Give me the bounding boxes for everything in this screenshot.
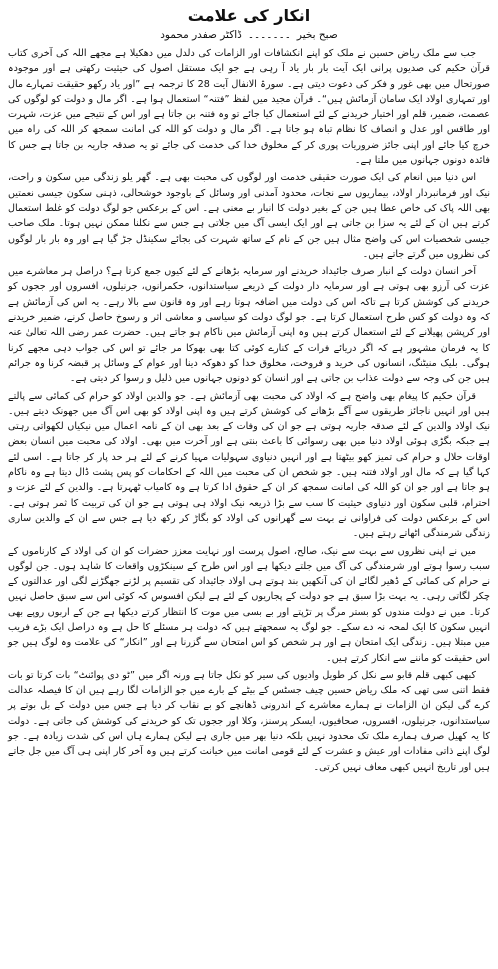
byline-separator: ۔۔۔۔۔۔۔ [247,29,291,41]
article-body [8,46,490,775]
paragraph: اس دنیا میں انعام کی ایک صورت حقیقی خدمت اور لوگوں کی محبت بھی ہے۔ گھر یلو زندگی میں سکون و راحت، نیک اور فرمانبردار اولاد، بیماریوں سے نجات، محدود آمدنی اور وسائل کے باوجود خوشحالی، ذہنی سکون جیسی نعمتیں بھی اللہ پاک کی خاص عطا ہیں جن کے بغیر دولت کا انبار بے معنی ہے۔ اس کے برعکس جو لوگ دولت کو غلط استعمال کرتے ہیں ان کے لئے یہ سزا بن جاتی ہے اور ایک ایسی آگ میں جلاتی ہے جس سے نکلنا ممکن نہیں ہوتا۔ ملک صاحب جیسی شخصیات اس کی واضح مثال ہیں جن کے نام کے ساتھ شہرت کی بجائے سکینڈل جڑ گیا ہے اور وہ بار بار لوگوں کی نظروں میں گرتے جاتے ہیں۔ [8,172,490,260]
byline [8,28,490,42]
paragraph: قرآن حکیم کا پیغام بھی واضح ہے کہ اولاد کی محبت بھی آزمائش ہے۔ جو والدین اولاد کو حرام کی کمائی سے پالتے ہیں اور انہیں ناجائز طریقوں سے آگے بڑھانے کی کوشش کرتے ہیں وہ اپنی اولاد کو بھی اس آگ میں جھونک دیتے ہیں۔ نیک اولاد والدین کے لئے صدقہ جاریہ ہوتی ہے جو ان کی وفات کے بعد بھی ان کے نامہ اعمال میں نیکیاں لکھواتی رہتی ہے جبکہ بگڑی ہوئی اولاد دنیا میں بھی رسوائی کا باعث بنتی ہے اور آخرت میں بھی۔ اولاد کی محبت میں انسان بعض اوقات حلال و حرام کی تمیز کھو بیٹھتا ہے اور انہیں دنیاوی سہولیات مہیا کرنے کے لئے ہر حد پار کر جاتا ہے۔ اسی لئے کہا گیا ہے کہ مال اور اولاد فتنہ ہیں۔ جو شخص ان کی محبت میں اللہ کے احکامات کو پس پشت ڈال دیتا ہے وہ ناکام ہو جاتا ہے اور جو ان کو اللہ کی امانت سمجھ کر ان کے حقوق ادا کرتا ہے وہ کامیاب ٹھہرتا ہے۔ والدین کے لئے عزت و احترام، قلبی سکون اور دنیاوی حیثیت کا سب سے بڑا ذریعہ نیک اولاد ہی ہوتی ہے جو ان کی تربیت کا ثمر ہوتی ہے۔ اس کے برعکس دولت کی فراوانی نے بہت سے گھرانوں کی اولاد کو بگاڑ کر رکھ دیا ہے جس سے ان کے والدین ساری زندگی شرمندگی اٹھاتے رہتے ہیں۔ [8,390,490,540]
article-title: انکار کی علامت [187,6,311,25]
paragraph: جب سے ملک ریاض حسین نے ملک کو اپنے انکشافات اور الزامات کی دلدل میں دھکیلا ہے مجھے اللہ کی آخری کتاب قرآن حکیم کی صدیوں پرانی ایک آیت بار بار یاد آ رہی ہے جو ایک مستقل اصول کی حیثیت رکھتی ہے اور موجودہ صورتحال میں بھی غور و فکر کی دعوت دیتی ہے۔ سورۃ الانفال آیت 28 کا ترجمہ ہے ”اور یاد رکھو حقیقت تمہارے مال اور تمہاری اولاد ایک سامان آزمائش ہیں“۔ قرآن مجید میں لفظ ”فتنہ“ استعمال ہوا ہے۔ اگر مال و دولت کو لوگوں کی عصمت، ضمیر، قلم اور اختیار خریدنے کے لئے استعمال کیا جائے تو وہ فتنہ بن جاتا ہے اور اس کے نتیجے میں عزت، شہرت اور طاقس اور عدل و انصاف کا نظام تباہ ہو جاتا ہے۔ اگر مال و دولت کو اللہ کی امانت سمجھ کر اللہ کی راہ میں خرچ کیا جائے اور اپنی جائز ضروریات پوری کر کے مخلوق خدا کی خدمت کی جائے تو یہ صدقہ جاریہ بن جاتا ہے جس کا فائدہ دونوں جہانوں میں ملتا ہے۔ [8,48,490,167]
paragraph: آخر انسان دولت کے انبار صرف جائیداد خریدنے اور سرمایہ بڑھانے کے لئے کیوں جمع کرتا ہے؟ دراصل ہر معاشرے میں عزت کی آرزو بھی ہوتی ہے اور سرمایہ دار دولت کے ذریعے سیاستدانوں، حکمرانوں، جرنیلوں، افسروں اور ججوں کو خریدنے کی کوشش کرتا ہے تاکہ اس کی دولت میں اضافہ ہوتا رہے اور وہ قانون سے بالا رہے۔ یہ اس کی آزمائش ہے کہ وہ دولت کو کس طرح استعمال کرتا ہے۔ جو لوگ دولت کو سیاسی و معاشی اثر و رسوخ حاصل کرنے، ضمیر خریدنے اور کرپشن پھیلانے کے لئے استعمال کرتے ہیں وہ اپنی آزمائش میں ناکام ہو جاتے ہیں۔ حضرت عمر رضی اللہ تعالیٰ عنہ کا یہ فرمان مشہور ہے کہ اگر دریائے فرات کے کنارے کوئی کتا بھی بھوکا مر جائے تو اس کی جواب دہی مجھے کرنا ہوگی۔ بلیک منیٹنگ، انسانوں کی خرید و فروخت، مخلوق خدا کو دھوکہ دینا اور عوام کے وسائل پر قبضہ کرنا وہ جرائم ہیں جن کی وجہ سے دولت عذاب بن جاتی ہے اور انسان کو دونوں جہانوں میں ذلیل و رسوا کر دیتی ہے۔ [8,266,490,385]
author-name: ڈاکٹر صفدر محمود [160,29,242,41]
paragraph: میں نے اپنی نظروں سے بہت سے نیک، صالح، اصول پرست اور نہایت معزز حضرات کو ان کی اولاد کے کارناموں کے سبب رسوا ہوتے اور شرمندگی کی آگ میں جلتے دیکھا ہے اور اس طرح کے سینکڑوں واقعات کا شاہد ہوں۔ جن لوگوں نے حرام کی کمائی کے ڈھیر لگائے ان کی آنکھیں بند ہوتے ہی اولاد جائیداد کی تقسیم پر لڑنے جھگڑنے لگی اور عدالتوں کے چکر لگاتی رہی۔ یہ بہت بڑا سبق ہے جو دولت کے پجاریوں کے لئے ہے لیکن افسوس کہ کوئی اس سے سبق حاصل نہیں کرتا۔ میں نے دولت مندوں کو بستر مرگ پر تڑپتے اور بے بسی میں موت کا انتظار کرتے دیکھا ہے جن کے اربوں روپے بھی انہیں سکون کا ایک لمحہ نہ دے سکے۔ جو لوگ یہ سمجھتے ہیں کہ دولت ہر مسئلے کا حل ہے وہ دراصل ایک بڑے فریب میں مبتلا ہیں۔ زندگی ایک امتحان ہے اور ہر شخص کو اس امتحان سے گزرنا ہے اور ”انکار“ کی علامت وہ لوگ ہیں جو اس حقیقت کو ماننے سے انکار کرتے ہیں۔ [8,545,490,664]
paragraph: کبھی کبھی قلم قابو سے نکل کر طویل وادیوں کی سیر کو نکل جاتا ہے ورنہ اگر میں ”ٹو دی پوائنٹ“ بات کرتا تو بات فقط اتنی سی تھی کہ ملک ریاض حسین چیف جسٹس کے بیٹے کے بارے میں جو الزامات لگا رہے ہیں ان کا فیصلہ عدالت کرے گی لیکن ان الزامات نے ہمارے معاشرے کے اندرونی ڈھانچے کو بے نقاب کر دیا ہے جس میں دولت کے بل بوتے پر سیاستدانوں، جرنیلوں، افسروں، صحافیوں، ایسکر پرسنز، وکلا اور ججوں تک کو خریدنے کی کوشش کی جاتی ہے۔ دولت کا یہ کھیل صرف ہمارے ملک تک محدود نہیں بلکہ دنیا بھر میں جاری ہے لیکن ہمارے ہاں اس کی شدت زیادہ ہے۔ جو لوگ اپنے ذاتی مفادات اور عیش و عشرت کے لئے قومی امانت میں خیانت کرتے ہیں وہ آخر کار اپنی ہی آگ میں جل جاتے ہیں اور تاریخ انہیں کبھی معاف نہیں کرتی۔ [8,669,490,773]
column-name: صبح بخیر [296,29,338,41]
